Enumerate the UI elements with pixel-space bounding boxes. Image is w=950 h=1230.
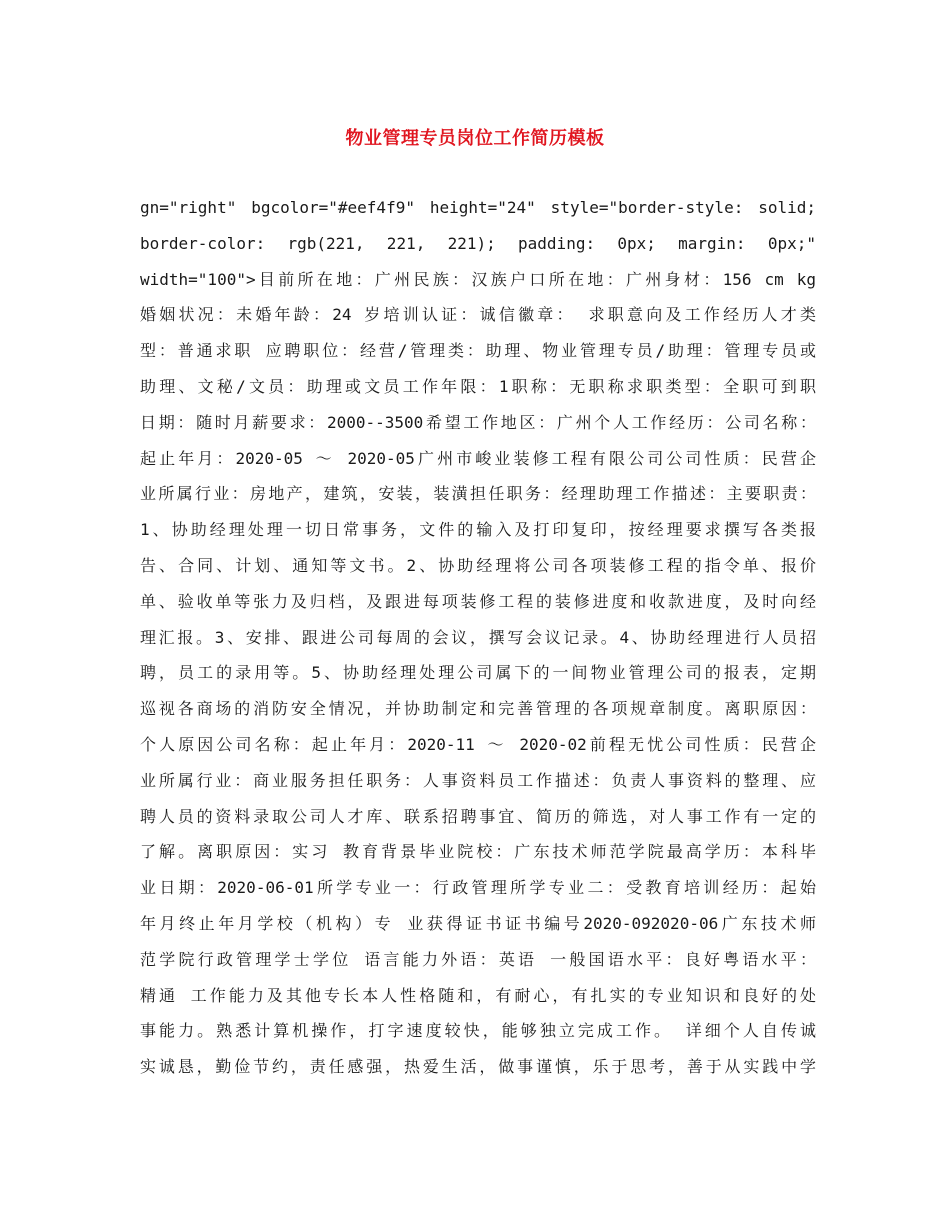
body-line: 聘，员工的录用等。5、协助经理处理公司属下的一间物业管理公司的报表，定期 xyxy=(140,663,816,683)
document-body xyxy=(140,190,816,1085)
body-line: 型：普通求职 应聘职位：经营/管理类：助理、物业管理专员/助理：管理专员或 xyxy=(140,341,816,361)
body-line: 业所属行业：房地产，建筑，安装，装潢担任职务：经理助理工作描述：主要职责： xyxy=(140,484,816,504)
body-line: 日期：随时月薪要求：2000--3500希望工作地区：广州个人工作经历：公司名称： xyxy=(140,412,816,432)
body-line: 1、协助经理处理一切日常事务，文件的输入及打印复印，按经理要求撰写各类报 xyxy=(140,520,816,540)
body-line: 理汇报。3、安排、跟进公司每周的会议，撰写会议记录。4、协助经理进行人员招 xyxy=(140,627,816,647)
body-line: 范学院行政管理学士学位 语言能力外语：英语 一般国语水平：良好粤语水平： xyxy=(140,949,816,969)
body-line: 业所属行业：商业服务担任职务：人事资料员工作描述：负责人事资料的整理、应 xyxy=(140,770,816,790)
body-line: 事能力。熟悉计算机操作，打字速度较快，能够独立完成工作。 详细个人自传诚 xyxy=(140,1021,816,1041)
body-line: border-color: rgb(221, 221, 221); padding: 0px; margin: 0px;" xyxy=(140,233,816,253)
body-line: 巡视各商场的消防安全情况，并协助制定和完善管理的各项规章制度。离职原因： xyxy=(140,699,816,719)
body-line: 聘人员的资料录取公司人才库、联系招聘事宜、简历的筛选，对人事工作有一定的 xyxy=(140,806,816,826)
body-line: 告、合同、计划、通知等文书。2、协助经理将公司各项装修工程的指令单、报价 xyxy=(140,555,816,575)
body-line: 实诚恳，勤俭节约，责任感强，热爱生活，做事谨慎，乐于思考，善于从实践中学 xyxy=(140,1057,816,1077)
body-line: 助理、文秘/文员：助理或文员工作年限：1职称：无职称求职类型：全职可到职 xyxy=(140,376,816,396)
body-line: 了解。离职原因：实习 教育背景毕业院校：广东技术师范学院最高学历：本科毕 xyxy=(140,842,816,862)
body-line: width="100">目前所在地：广州民族：汉族户口所在地：广州身材：156 cm kg xyxy=(140,269,816,289)
body-line: 精通 工作能力及其他专长本人性格随和，有耐心，有扎实的专业知识和良好的处 xyxy=(140,985,816,1005)
body-line: 个人原因公司名称：起止年月：2020-11 ～ 2020-02前程无忧公司性质：民营企 xyxy=(140,734,816,754)
document-title: 物业管理专员岗位工作简历模板 xyxy=(345,128,605,149)
body-line: 业日期：2020-06-01所学专业一：行政管理所学专业二：受教育培训经历：起始 xyxy=(140,878,816,898)
body-line: 起止年月：2020-05 ～ 2020-05广州市峻业装修工程有限公司公司性质：民营企 xyxy=(140,448,816,468)
body-line: 婚姻状况：未婚年龄：24 岁培训认证：诚信徽章： 求职意向及工作经历人才类 xyxy=(140,305,816,325)
body-line: 单、验收单等张力及归档，及跟进每项装修工程的装修进度和收款进度，及时向经 xyxy=(140,591,816,611)
body-line: gn="right" bgcolor="#eef4f9" height="24" style="border-style: solid; xyxy=(140,198,816,217)
body-line: 年月终止年月学校（机构）专 业获得证书证书编号2020-092020-06广东技术师 xyxy=(140,913,816,933)
